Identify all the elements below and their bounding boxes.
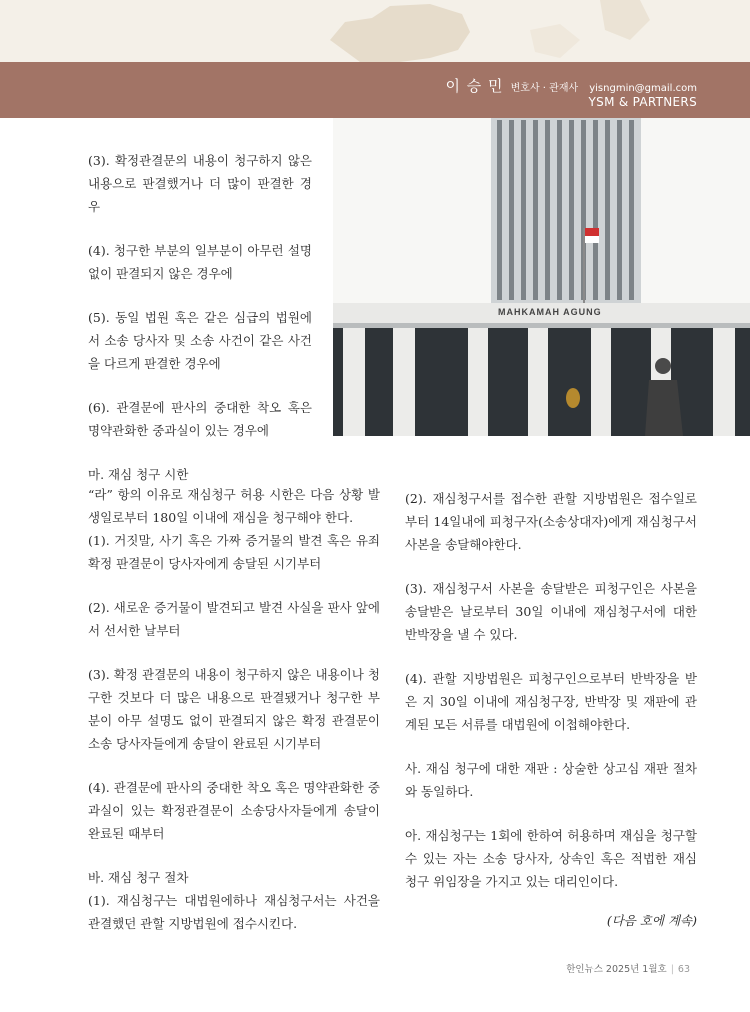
publication-name: 한인뉴스 2025년 1월호 bbox=[566, 964, 667, 975]
map-shape bbox=[600, 0, 650, 40]
col2-paragraph: (1). 재심청구는 대법원에하나 재심청구서는 사건을 관결했던 관할 지방법원에 접수시킨다. bbox=[88, 893, 380, 931]
col2-paragraph: “라” 항의 이유로 재심청구 허용 시한은 다음 상황 발생일로부터 180일 이내에 재심을 청구해야 한다. bbox=[88, 487, 380, 525]
column-2 bbox=[88, 483, 380, 935]
col3-paragraph: (3). 재심청구서 사본을 송달받은 피청구인은 사본을 송달받은 날로부터 30일 이내에 재심청구서에 대한 반박장을 낼 수 있다. bbox=[405, 581, 697, 642]
col3-paragraph: 사. 재심 청구에 대한 재판 : 상술한 상고심 재판 절차와 동일하다. bbox=[405, 761, 697, 799]
col2-paragraph: (2). 새로운 증거물이 발견되고 발견 사실을 판사 앞에서 선서한 날부터 bbox=[88, 600, 380, 638]
col1-paragraph: (3). 확정관결문의 내용이 청구하지 않은 내용으로 판결했거나 더 많이 판결한 경우 bbox=[88, 153, 312, 214]
firm-name: YSM & PARTNERS bbox=[588, 95, 697, 109]
author-role: 변호사 · 관재사 bbox=[510, 83, 579, 94]
author-line bbox=[446, 75, 697, 96]
page-footer bbox=[566, 961, 690, 975]
col2-paragraph: (1). 거짓말, 사기 혹은 가짜 증거물의 발견 혹은 유죄 확정 판결문이 당사자에게 송달된 시기부터 bbox=[88, 533, 380, 571]
continued-note: (다음 호에 계속) bbox=[606, 913, 697, 928]
column-1 bbox=[88, 149, 312, 486]
col2-paragraph: (4). 관결문에 판사의 중대한 착오 혹은 명약관화한 중과실이 있는 확정관결문이 소송당사자들에게 송달이 완료된 때부터 bbox=[88, 780, 380, 841]
col2-paragraph: (3). 확정 관결문의 내용이 청구하지 않은 내용이나 청구한 것보다 더 많은 내용으로 판결됐거나 청구한 부분이 아무 설명도 없이 판결되지 않은 확정 관결문이 소송 당사자들에게 송달이 완료된 시기부터 bbox=[88, 667, 380, 751]
col3-paragraph: (4). 관할 지방법원은 피청구인으로부터 반박장을 받은 지 30일 이내에 재심청구장, 반박장 및 재판에 관계된 모든 서류를 대법원에 이첩해야한다. bbox=[405, 671, 697, 732]
column-3 bbox=[405, 487, 697, 914]
supreme-court-photo bbox=[333, 118, 750, 436]
col1-paragraph: (5). 동일 법원 혹은 같은 심급의 법원에서 소송 당사자 및 소송 사건이 같은 사건을 다르게 판결한 경우에 bbox=[88, 310, 312, 371]
col1-paragraph: (6). 관결문에 판사의 중대한 착오 혹은 명약관화한 중과실이 있는 경우에 bbox=[88, 400, 312, 438]
col1-paragraph: (4). 청구한 부분의 일부분이 아무런 설명 없이 판결되지 않은 경우에 bbox=[88, 243, 312, 281]
section-heading-ma: 마. 재심 청구 시한 bbox=[88, 467, 189, 482]
col3-paragraph: 아. 재심청구는 1회에 한하여 허용하며 재심을 청구할 수 있는 자는 소송 당사자, 상속인 혹은 적법한 재심 청구 위임장을 가지고 있는 대리인이다. bbox=[405, 828, 697, 889]
court-sign: MAHKAMAH AGUNG bbox=[498, 307, 602, 317]
footer-separator: | bbox=[670, 964, 674, 975]
author-banner bbox=[0, 62, 750, 118]
page-number: 63 bbox=[677, 964, 690, 975]
map-shape bbox=[530, 24, 580, 58]
author-name: 이 승 민 bbox=[445, 77, 504, 95]
col3-paragraph: (2). 재심청구서를 접수한 관할 지방법원은 접수일로부터 14일내에 피청구자(소송상대자)에게 재심청구서 사본을 송달해야한다. bbox=[405, 491, 697, 552]
section-heading-ba: 바. 재심 청구 절차 bbox=[88, 870, 189, 885]
map-shape bbox=[330, 4, 470, 62]
author-email[interactable]: yisngmin@gmail.com bbox=[589, 83, 697, 94]
